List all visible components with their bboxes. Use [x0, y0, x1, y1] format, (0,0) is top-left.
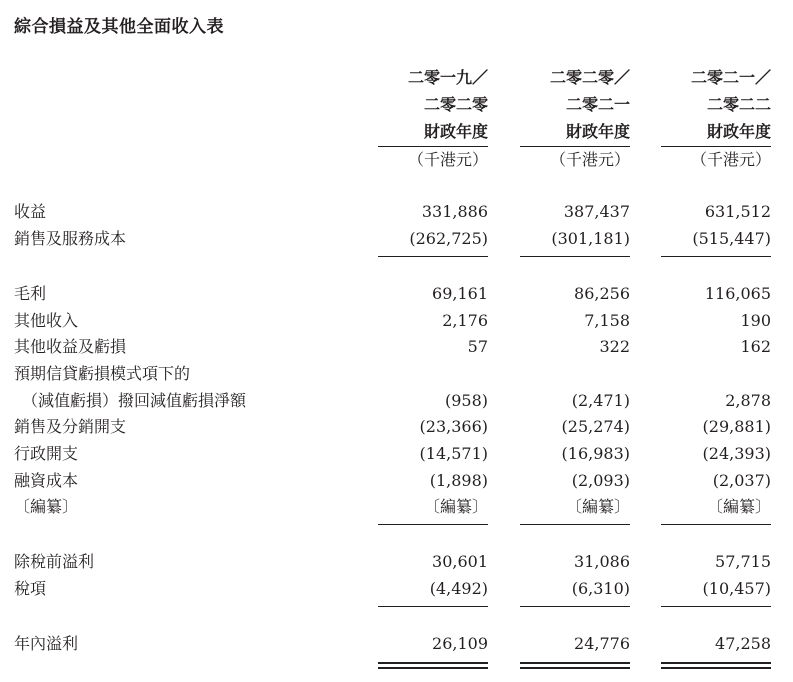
col3-header-rule [661, 146, 771, 147]
subtotal-rule [378, 606, 488, 607]
row-value: 331,886 [421, 202, 488, 221]
row-label-redacted: 〔編纂〕 [14, 497, 79, 516]
row-label-ecl-line1: 預期信貸虧損模式項下的 [14, 364, 191, 383]
row-label-revenue: 收益 [14, 202, 47, 221]
row-label-profit-before-tax: 除稅前溢利 [14, 552, 95, 571]
subtotal-rule [378, 524, 488, 525]
row-value: (2,471) [571, 391, 630, 410]
row-value: (301,181) [551, 229, 630, 248]
row-value: 24,776 [574, 634, 630, 653]
row-label-cost-of-sales: 銷售及服務成本 [14, 229, 127, 248]
row-value: 57,715 [715, 552, 771, 571]
subtotal-rule [520, 606, 630, 607]
row-value: 631,512 [704, 202, 771, 221]
col2-header-line1: 二零二零／ [549, 68, 630, 87]
row-value: (25,274) [561, 417, 630, 436]
total-double-rule [661, 662, 771, 664]
row-value: 2,176 [442, 311, 488, 330]
row-value: 322 [599, 337, 630, 356]
row-value: 69,161 [432, 284, 488, 303]
total-double-rule [661, 667, 771, 669]
row-label-gross-profit: 毛利 [14, 284, 47, 303]
row-value: (16,983) [561, 444, 630, 463]
col1-header-rule [378, 146, 488, 147]
col2-header-rule [520, 146, 630, 147]
row-value: (2,093) [571, 471, 630, 490]
row-value: (6,310) [571, 579, 630, 598]
row-value: (10,457) [702, 579, 771, 598]
col1-header-line3: 財政年度 [423, 122, 488, 141]
row-value: 〔編纂〕 [423, 497, 488, 516]
row-value: (14,571) [419, 444, 488, 463]
row-label-other-income: 其他收入 [14, 311, 79, 330]
col3-unit: （千港元） [690, 150, 771, 169]
row-value: 190 [740, 311, 771, 330]
col2-header-line2: 二零二一 [565, 95, 630, 114]
row-label-admin-expenses: 行政開支 [14, 444, 79, 463]
col1-header-line1: 二零一九／ [407, 68, 488, 87]
row-value: 〔編纂〕 [706, 497, 771, 516]
row-value: 387,437 [563, 202, 630, 221]
total-double-rule [520, 667, 630, 669]
row-value: (24,393) [702, 444, 771, 463]
row-value: (29,881) [702, 417, 771, 436]
subtotal-rule [520, 256, 630, 257]
row-value: (23,366) [419, 417, 488, 436]
subtotal-rule [661, 524, 771, 525]
row-value: 7,158 [584, 311, 630, 330]
total-double-rule [378, 667, 488, 669]
row-value: (2,037) [712, 471, 771, 490]
statement-title: 綜合損益及其他全面收入表 [14, 17, 224, 37]
row-value: (515,447) [692, 229, 771, 248]
subtotal-rule [378, 256, 488, 257]
row-value: (262,725) [409, 229, 488, 248]
col2-header-line3: 財政年度 [565, 122, 630, 141]
row-label-selling-expenses: 銷售及分銷開支 [14, 417, 127, 436]
row-value: 31,086 [574, 552, 630, 571]
row-label-ecl-line2: （減值虧損）撥回減值虧損淨額 [22, 391, 247, 410]
subtotal-rule [661, 256, 771, 257]
col1-header-line2: 二零二零 [423, 95, 488, 114]
row-label-other-gains-losses: 其他收益及虧損 [14, 337, 127, 356]
row-value: 47,258 [715, 634, 771, 653]
row-value: 57 [467, 337, 488, 356]
total-double-rule [520, 662, 630, 664]
col3-header-line1: 二零二一／ [690, 68, 771, 87]
row-label-finance-costs: 融資成本 [14, 471, 79, 490]
row-label-profit-for-year: 年內溢利 [14, 634, 79, 653]
row-value: (958) [444, 391, 488, 410]
row-value: (4,492) [429, 579, 488, 598]
row-value: 2,878 [725, 391, 771, 410]
row-value: 26,109 [432, 634, 488, 653]
row-value: 30,601 [432, 552, 488, 571]
col3-header-line3: 財政年度 [706, 122, 771, 141]
col1-unit: （千港元） [407, 150, 488, 169]
row-value: (1,898) [429, 471, 488, 490]
row-value: 116,065 [704, 284, 771, 303]
row-value: 〔編纂〕 [565, 497, 630, 516]
row-value: 162 [740, 337, 771, 356]
total-double-rule [378, 662, 488, 664]
row-label-tax: 稅項 [14, 579, 47, 598]
row-value: 86,256 [574, 284, 630, 303]
col2-unit: （千港元） [549, 150, 630, 169]
subtotal-rule [661, 606, 771, 607]
subtotal-rule [520, 524, 630, 525]
col3-header-line2: 二零二二 [706, 95, 771, 114]
